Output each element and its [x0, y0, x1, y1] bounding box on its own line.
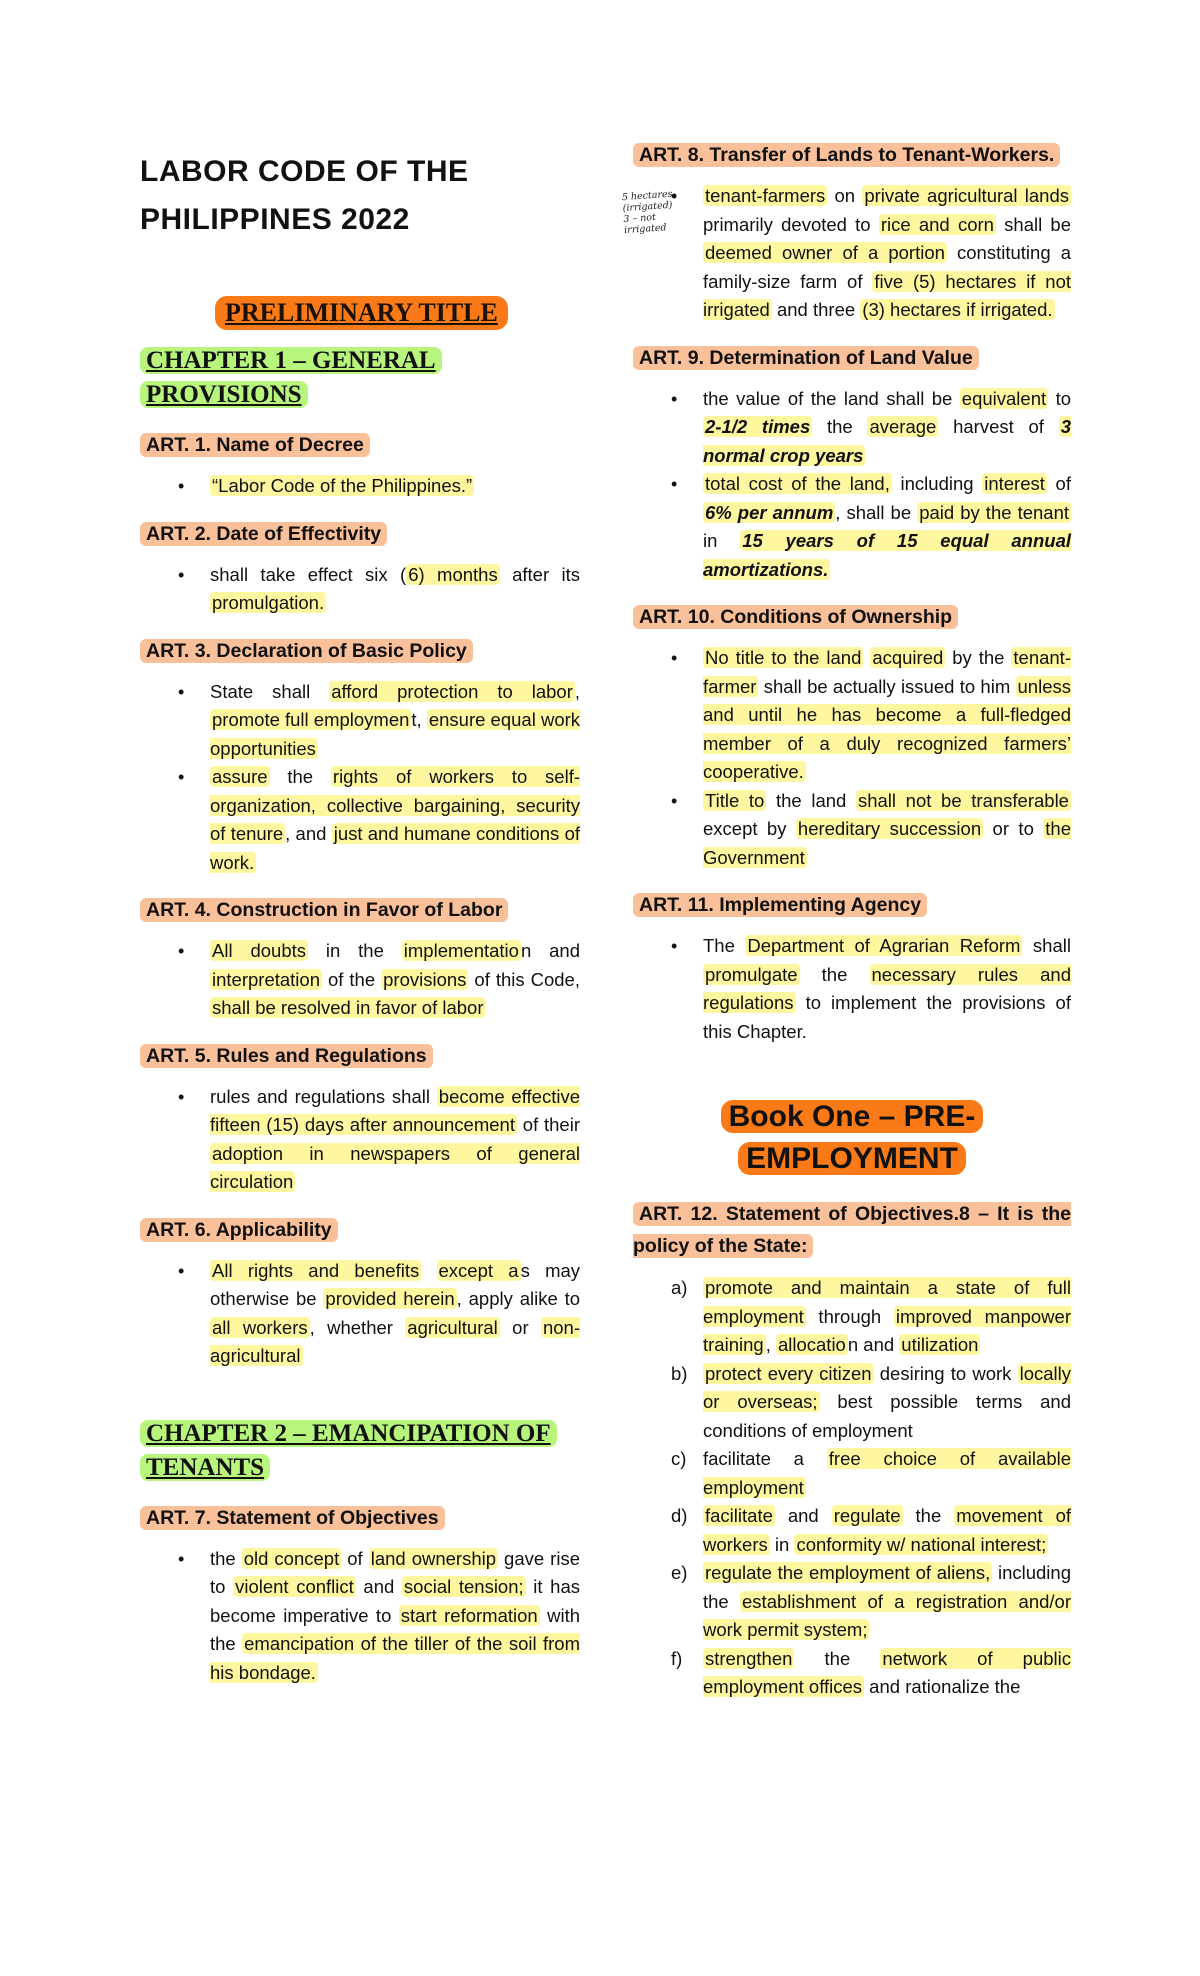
highlight: strengthen: [705, 1647, 793, 1669]
highlight: necessary rules and regulations: [703, 963, 1071, 1013]
text: including: [891, 473, 983, 494]
text: , and: [285, 823, 332, 844]
text: shall take effect six (: [210, 563, 407, 585]
art-4-heading-text: ART. 4. Construction in Favor of Labor: [140, 898, 508, 922]
text: harvest of: [938, 416, 1059, 437]
highlight: land ownership: [370, 1547, 497, 1569]
highlight: unless and until he has become a full-fledged member of a duly recognized farmers’ cooperative.: [703, 675, 1071, 782]
text: to implement the provisions of this Chapter.: [703, 992, 1071, 1042]
text: through: [805, 1305, 894, 1327]
art-4-list: [140, 937, 580, 1023]
text: and: [355, 1576, 402, 1597]
text: it has become imperative to: [210, 1576, 581, 1626]
art-6-heading-text: ART. 6. Applicability: [140, 1218, 338, 1242]
text: on: [827, 185, 863, 206]
item-marker: c): [671, 1448, 687, 1469]
art-5-heading: [140, 1041, 580, 1071]
text: and: [774, 1505, 832, 1526]
highlight: just and humane conditions of work.: [210, 823, 580, 873]
highlight: interpretation: [212, 968, 320, 990]
text: facilitate a: [703, 1448, 827, 1469]
highlight: promulgation.: [212, 592, 325, 613]
highlight: Department of Agrarian Reform: [747, 935, 1021, 956]
art-4-bullet-1: [140, 937, 580, 1023]
highlight: 3 normal crop years: [703, 416, 1071, 466]
text: n and: [520, 940, 580, 961]
text: The: [703, 935, 746, 956]
note-line: 3 – not: [623, 211, 657, 226]
art-9-list: [633, 385, 1071, 585]
highlight: non-agricultural: [210, 1316, 580, 1366]
note-line: 5 hectares: [621, 188, 673, 204]
art-12-item-d: [633, 1502, 1071, 1559]
highlight: 2-1/2 times: [705, 416, 811, 437]
highlight: 6% per annum: [705, 501, 834, 523]
highlight: provisions: [383, 968, 467, 990]
highlight: facilitate: [705, 1505, 773, 1526]
highlight: movement of workers: [703, 1505, 1072, 1555]
text: in: [769, 1533, 795, 1555]
text: t,: [411, 709, 427, 730]
text: the: [794, 1647, 881, 1669]
art-3-heading-text: ART. 3. Declaration of Basic Policy: [140, 639, 473, 663]
art-5-bullet-1: [140, 1083, 580, 1197]
highlight: the Government: [703, 818, 1072, 868]
text: or to: [983, 818, 1044, 839]
text: shall be actually issued to him: [758, 675, 1016, 697]
art-2-heading-text: ART. 2. Date of Effectivity: [140, 522, 387, 546]
text: n and: [847, 1334, 900, 1355]
art-8-list: [633, 182, 1071, 325]
text: the: [812, 416, 868, 437]
highlight: deemed owner of a portion: [705, 242, 945, 263]
highlight: utilization: [901, 1334, 979, 1355]
text: , whether: [309, 1316, 406, 1338]
art-1-bullet-1: [140, 472, 580, 501]
art-7-list: [140, 1545, 580, 1688]
highlight: “Labor Code of the Philippines.”: [212, 475, 473, 496]
highlight: improved manpower training: [703, 1305, 1071, 1355]
highlight: 6) months: [408, 563, 498, 585]
art-8-block: [621, 182, 1072, 325]
text: primarily devoted to: [703, 213, 879, 235]
highlight: regulate: [833, 1505, 901, 1526]
highlight: equivalent: [961, 387, 1047, 409]
art-1-heading-text: ART. 1. Name of Decree: [140, 433, 370, 457]
highlight: assure: [212, 766, 268, 787]
text: the: [269, 766, 331, 787]
text: s may otherwise be: [210, 1259, 581, 1309]
highlight: 15 years of 15 equal annual amortizations.: [703, 530, 1071, 580]
text: the value of the land shall be: [703, 387, 960, 409]
highlight: conformity w/ national interest;: [796, 1533, 1047, 1555]
highlight: social tension;: [403, 1576, 524, 1597]
highlight: regulate the employment of aliens,: [705, 1562, 991, 1583]
text: shall be: [995, 213, 1072, 235]
item-marker: b): [671, 1362, 688, 1384]
art-2-list: [140, 561, 580, 618]
highlight: afford protection to labor: [331, 680, 573, 702]
highlight: All doubts: [212, 940, 306, 961]
highlight: five (5) hectares if not irrigated: [703, 270, 1072, 320]
art-3-bullet-2: [140, 763, 580, 877]
item-marker: e): [671, 1562, 688, 1583]
highlight: hereditary succession: [797, 818, 982, 839]
art-12-heading-text: ART. 12. Statement of Objectives.8 – It is the policy of the State:: [633, 1203, 1071, 1257]
text: after its: [499, 563, 580, 585]
text: the: [902, 1505, 955, 1526]
art-3-list: [140, 678, 580, 878]
text: the: [210, 1547, 242, 1569]
art-12-item-c: [633, 1445, 1071, 1502]
text: in: [703, 530, 741, 551]
art-3-heading: [140, 636, 580, 666]
art-1-heading: [140, 430, 580, 460]
art-11-heading-text: ART. 11. Implementing Agency: [633, 893, 927, 917]
art-12-list: [633, 1274, 1071, 1702]
chapter-2-line-1: CHAPTER 2 – EMANCIPATION OF: [140, 1420, 557, 1447]
highlight: paid by the tenant: [919, 501, 1069, 523]
highlight: rights of workers to self-organization, collective bargaining, security of tenure: [210, 766, 580, 844]
text: with the: [210, 1604, 580, 1654]
art-12-heading: [633, 1198, 1071, 1262]
text: constituting a family-size farm of: [703, 242, 1071, 292]
text: , shall be: [835, 501, 918, 523]
text: the land: [766, 789, 856, 811]
art-7-bullet-1: [140, 1545, 580, 1688]
art-11-list: [633, 932, 1071, 1046]
highlight: old concept: [243, 1547, 340, 1569]
note-line: irrigated: [623, 222, 667, 237]
chapter-1-line-2: PROVISIONS: [140, 381, 308, 408]
art-1-list: [140, 472, 580, 501]
art-10-heading: [633, 602, 1071, 632]
item-marker: a): [671, 1277, 688, 1298]
highlight: acquired: [872, 647, 944, 668]
book-one-heading: [633, 1096, 1071, 1180]
art-9-bullet-2: [633, 470, 1071, 584]
highlight: all workers: [212, 1316, 308, 1338]
text: ,: [765, 1334, 776, 1355]
book-one-line-1: Book One – PRE-: [721, 1100, 984, 1133]
text: of their: [516, 1114, 580, 1135]
text: [421, 1260, 436, 1281]
art-8-bullet-1: [633, 182, 1071, 325]
text: to: [1048, 387, 1071, 409]
chapter-1-line-1: CHAPTER 1 – GENERAL: [140, 347, 442, 374]
highlight: provided herein: [325, 1288, 455, 1309]
art-3-bullet-1: [140, 678, 580, 764]
art-2-bullet-1: [140, 561, 580, 618]
art-9-bullet-1: [633, 385, 1071, 471]
art-6-list: [140, 1257, 580, 1371]
highlight: protect every citizen: [705, 1362, 872, 1384]
text: best possible terms and conditions of employment: [703, 1391, 1071, 1441]
item-marker: f): [671, 1647, 683, 1669]
art-4-heading: [140, 895, 580, 925]
highlight: promulgate: [705, 963, 798, 985]
highlight: shall not be transferable: [857, 789, 1069, 811]
highlight: All rights and benefits: [212, 1259, 420, 1281]
right-column: [621, 140, 1072, 1702]
document-title-line-1: LABOR CODE OF THE: [140, 155, 469, 188]
highlight: violent conflict: [235, 1576, 354, 1597]
art-10-bullet-2: [633, 787, 1071, 873]
highlight: locally or overseas;: [703, 1362, 1071, 1412]
highlight: promote full employmen: [212, 709, 410, 730]
text: and rationalize the: [864, 1676, 1021, 1697]
highlight: become effective fifteen (15) days after announcement: [210, 1085, 580, 1135]
art-10-list: [633, 644, 1071, 872]
note-line: (irrigated): [622, 199, 673, 215]
highlight: shall be resolved in favor of labor: [212, 997, 484, 1018]
highlight: rice and corn: [880, 213, 994, 235]
item-marker: d): [671, 1505, 688, 1526]
book-one-line-2: EMPLOYMENT: [738, 1142, 966, 1175]
highlight: network of public employment offices: [703, 1647, 1072, 1697]
art-9-heading-text: ART. 9. Determination of Land Value: [633, 346, 979, 370]
highlight: implementatio: [403, 940, 519, 961]
chapter-1-heading: [140, 344, 580, 412]
highlight: emancipation of the tiller of the soil from his bondage.: [210, 1633, 580, 1683]
art-7-heading-text: ART. 7. Statement of Objectives: [140, 1506, 445, 1530]
art-8-heading-text: ART. 8. Transfer of Lands to Tenant-Workers.: [633, 143, 1060, 167]
text: of this Code,: [468, 968, 580, 990]
text: shall: [1022, 935, 1071, 956]
highlight: total cost of the land,: [705, 473, 890, 494]
highlight: private agricultural lands: [864, 185, 1069, 206]
art-12-item-a: [633, 1274, 1071, 1360]
left-column: [140, 140, 580, 1701]
art-12-item-b: [633, 1360, 1071, 1446]
text: except by: [703, 818, 796, 839]
art-5-heading-text: ART. 5. Rules and Regulations: [140, 1044, 433, 1068]
art-10-bullet-1: [633, 644, 1071, 787]
text: of: [341, 1547, 369, 1569]
highlight: except a: [438, 1259, 519, 1281]
chapter-2-heading: [140, 1417, 580, 1485]
text: desiring to work: [873, 1362, 1018, 1384]
art-11-bullet-1: [633, 932, 1071, 1046]
text: of: [1046, 473, 1071, 494]
highlight: (3) hectares if irrigated.: [862, 299, 1053, 320]
art-2-heading: [140, 519, 580, 549]
text: or: [499, 1316, 541, 1338]
art-8-heading: [633, 140, 1071, 170]
highlight: start reformation: [400, 1604, 538, 1626]
text: ,: [574, 680, 581, 702]
highlight: No title to the land: [705, 647, 862, 668]
highlight: Title to: [705, 789, 765, 811]
art-6-heading: [140, 1215, 580, 1245]
text: including the: [703, 1562, 1071, 1612]
highlight: free choice of available employment: [703, 1448, 1072, 1498]
text: and three: [771, 299, 861, 320]
art-5-list: [140, 1083, 580, 1197]
text: the: [799, 963, 870, 985]
highlight: tenant-farmers: [705, 185, 826, 206]
highlight: ensure equal work opportunities: [210, 709, 581, 759]
highlight: adoption in newspapers of general circulation: [210, 1142, 580, 1192]
text: rules and regulations shall: [210, 1085, 437, 1107]
text: State shall: [210, 680, 330, 702]
highlight: agricultural: [407, 1316, 498, 1338]
art-12-item-e: [633, 1559, 1071, 1645]
art-10-heading-text: ART. 10. Conditions of Ownership: [633, 605, 958, 629]
document-title: [140, 148, 580, 244]
text: of the: [321, 968, 382, 990]
art-6-bullet-1: [140, 1257, 580, 1371]
highlight: establishment of a registration and/or work permit system;: [703, 1590, 1071, 1640]
highlight: interest: [984, 473, 1045, 494]
highlight: promote and maintain a state of full employment: [703, 1277, 1071, 1327]
text: , apply alike to: [456, 1288, 580, 1309]
highlight: average: [869, 416, 937, 437]
highlight: tenant-farmer: [703, 647, 1071, 697]
highlight: allocatio: [777, 1334, 846, 1355]
text: in the: [308, 940, 402, 961]
art-12-item-f: [633, 1645, 1071, 1702]
text: by the: [945, 647, 1012, 668]
art-7-heading: [140, 1503, 580, 1533]
art-9-heading: [633, 343, 1071, 373]
preliminary-title: PRELIMINARY TITLE: [215, 296, 508, 330]
document-title-line-2: PHILIPPINES 2022: [140, 203, 410, 236]
text: gave rise to: [210, 1547, 580, 1597]
chapter-2-line-2: TENANTS: [140, 1454, 270, 1481]
art-11-heading: [633, 890, 1071, 920]
